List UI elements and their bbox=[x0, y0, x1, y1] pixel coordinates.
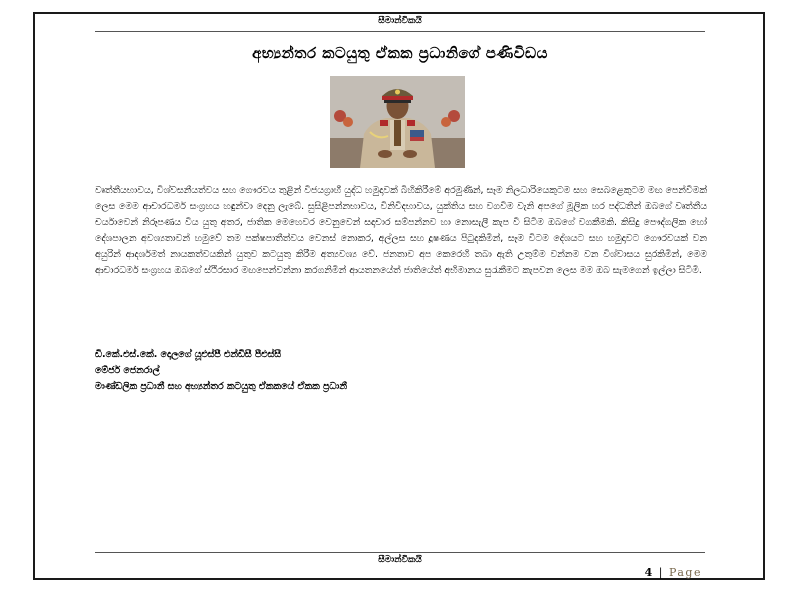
cap-visor bbox=[384, 100, 411, 103]
portrait-illustration bbox=[330, 76, 465, 168]
signatory-rank: මේජර් ජෙනරාල් bbox=[95, 365, 160, 376]
page-word: Page bbox=[668, 566, 702, 579]
signature-block bbox=[95, 347, 347, 395]
hand-right bbox=[403, 150, 417, 158]
collar-tab-right bbox=[407, 120, 415, 126]
hand-left bbox=[378, 150, 392, 158]
cap-badge bbox=[395, 90, 400, 95]
flower-left-2 bbox=[343, 117, 353, 127]
collar-tab-left bbox=[380, 120, 388, 126]
cap-band bbox=[382, 96, 413, 100]
document-title: අභ්‍යන්තර කටයුතු ඒකක ප්‍රධානිගේ පණිවිඩය bbox=[252, 44, 548, 62]
footer-text: සීමාන්විකයි bbox=[378, 555, 422, 565]
flower-right-2 bbox=[441, 117, 451, 127]
page-number bbox=[645, 566, 702, 579]
header-rule bbox=[95, 31, 705, 32]
medal-ribbons-2 bbox=[410, 137, 424, 141]
medal-ribbons bbox=[410, 130, 424, 137]
officer-portrait-photo bbox=[330, 76, 465, 168]
signatory-title: මාණ්ඩලික ප්‍රධානී සහ අභ්‍යන්තර කටයුතු ඒකකයේ ඒකක ප්‍රධානී bbox=[95, 381, 347, 392]
uniform-tie bbox=[394, 120, 401, 146]
header-text: සීමාන්විකයි bbox=[378, 16, 422, 26]
footer-rule bbox=[95, 552, 705, 553]
signatory-name: ඩී.කේ.එස්.කේ. දොලගේ යූඑස්පී එන්ඩීසී පීඑස්සී bbox=[95, 349, 282, 360]
page-number-value: 4 bbox=[644, 566, 654, 579]
message-body: වෘත්තීයභාවය, විශ්වසනීයත්වය සහ ගෞරවය තුළින් විජයග්‍රාහී යුද්ධ හමුදාවක් බිහිකිරීමේ අරමුණින්, සෑම නිලධාරියෙකුටම සහ සෙබළෙකුටම මඟ පෙන්වීමක් ලෙස මෙම ආචාරධර්ම සංග්‍රහය හඳුන්වා දෙනු ලැබේ. සුසිළිපන්නභාවය, විනිවිදභාවය, යුක්තිය සහ වගවීම වැනි අපගේ මූලික හර පද්ධතීන් ඔබගේ වෘත්තීය චර්යාවෙන් නිරූපණය විය යුතු අතර, ජාතික මෙහෙවර වෙනුවෙන් සදාචාර සම්පන්නව හා නොසැලී කැප වී සිටීම ඔබගේ වගකීමකි. කිසිදු පෞද්ගලික හෝ දේශපාලන අවශ්‍යතාවන් හමුවේ තම පක්ෂපාතීත්වය වෙනස් නොකර, අල්ලස සහ දූෂණය පිටුදකිමින්, සෑම විටම දේශයට සහ හමුදාවට ගෞරවයක් වන අයුරින් ආදර්ශමත් නායකත්වයකින් යුතුව කටයුතු කිරීම අත්‍යවශ්‍ය වේ. ජනතාව අප කෙරෙහි තබා ඇති උතුම්ම වන්නම වන විශ්වාසය සුරකිමින්, මෙම ආචාරධර්ම සංග්‍රහය ඔබගේ ස්ථිරසාර මඟපෙන්වන්නා කරගනිමින් ආයතනයේත් ජාතියේත් අභිමානය සුරැකීමට කැපවන ලෙස මම ඔබ සැමගෙන් ඉල්ලා සිටිමි. bbox=[95, 185, 707, 276]
page-number-separator: | bbox=[658, 566, 664, 579]
